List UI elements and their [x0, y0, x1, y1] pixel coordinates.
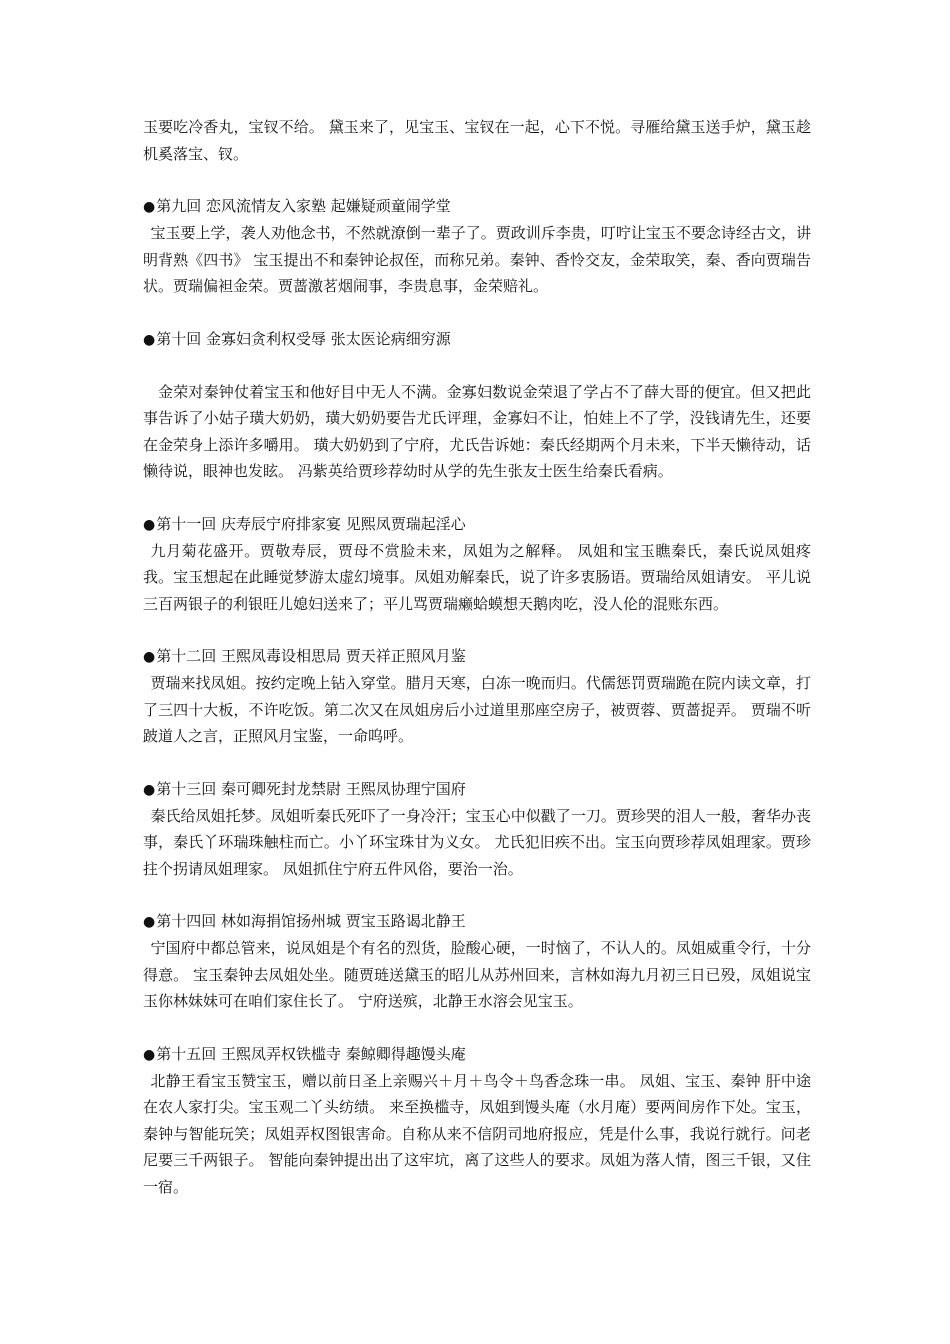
chapter-title: 第十四回 林如海捐馆扬州城 贾宝玉路谒北静王: [156, 912, 466, 930]
chapter-section: [143, 1041, 811, 1201]
chapter-title: 第十五回 王熙凤弄权铁槛寺 秦鲸卿得趣馒头庵: [156, 1044, 466, 1063]
chapter-section: [143, 908, 811, 1015]
chapter-title: 第十三回 秦可卿死封龙禁尉 王熙凤协理宁国府: [156, 779, 466, 798]
chapter-section: [143, 326, 811, 485]
chapter-heading: [143, 326, 811, 353]
chapter-section: [143, 511, 811, 618]
document-page: [143, 114, 811, 1200]
chapter-heading: [143, 643, 811, 670]
chapter-body: 贾瑞来找凤姐。按约定晚上钻入穿堂。腊月天寒，白冻一晚而归。代儒惩罚贾瑞跪在院内读文章，打了三四十大板，不许吃饭。第二次又在凤姐房后小过道里那座空房子，被贾蓉、贾蔷捉弄。 贾瑞不听跛道人之言，正照风月宝鉴，一命呜呼。: [143, 674, 811, 745]
chapter-heading: [143, 511, 811, 538]
chapter-section: [143, 193, 811, 300]
chapter-body: 宝玉要上学，袭人劝他念书，不然就潦倒一辈子了。贾政训斥李贵，叮咛让宝玉不要念诗经古文，讲明背熟《四书》 宝玉提出不和秦钟论叔侄，而称兄弟。秦钟、香怜交友，金荣取笑，秦、香向贾瑞告状。贾瑞偏袒金荣。贾蔷激茗烟闹事，李贵息事，金荣赔礼。: [143, 224, 811, 295]
chapter-body: 北静王看宝玉赞宝玉，赠以前日圣上亲赐兴＋月＋鸟令＋鸟香念珠一串。 凤姐、宝玉、秦钟 肝中途在农人家打尖。宝玉观二丫头纺绩。 来至换槛寺，凤姐到馒头庵（水月庵）要两间房作下处。宝玉，秦钟与智能玩笑；凤姐弄权图银害命。自称从来不信阴司地府报应，凭是什么事，我说行就行。问老尼要三千两银子。 智能向秦钟提出出了这牢坑，离了这些人的要求。凤姐为落人情，图三千银，又住一宿。: [143, 1071, 811, 1196]
bullet-icon: ●: [143, 914, 156, 930]
bullet-icon: ●: [143, 781, 156, 798]
chapter-section: [143, 776, 811, 883]
chapter-heading: [143, 1041, 811, 1068]
chapter-body: 九月菊花盛开。贾敬寿辰，贾母不赏脸未来，凤姐为之解释。 凤姐和宝玉瞧秦氏，秦氏说凤姐疼我。宝玉想起在此睡觉梦游太虚幻境事。凤姐劝解秦氏，说了许多衷肠语。贾瑞给凤姐请安。 平儿说三百两银子的利银旺儿媳妇送来了；平儿骂贾瑞癞蛤蟆想天鹅肉吃，没人伦的混账东西。: [143, 541, 811, 613]
bullet-icon: ●: [143, 516, 156, 533]
chapter-section: [143, 643, 811, 750]
chapter-title: 第十二回 王熙凤毒设相思局 贾天祥正照风月鉴: [156, 647, 466, 665]
bullet-icon: ●: [143, 1046, 156, 1063]
chapter-title: 第九回 恋风流情友入家塾 起嫌疑顽童闹学堂: [156, 197, 451, 215]
chapter-body: 宁国府中都总管来，说凤姐是个有名的烈货，脸酸心硬，一时恼了，不认人的。凤姐威重令行，十分得意。 宝玉秦钟去凤姐处坐。随贾琏送黛玉的昭儿从苏州回来，言林如海九月初三日已殁，凤姐说宝玉你林妹妹可在咱们家住长了。 宁府送殡，北静王水溶会见宝玉。: [143, 939, 811, 1010]
intro-paragraph: 玉要吃冷香丸，宝钗不给。 黛玉来了，见宝玉、宝钗在一起，心下不悦。寻雁给黛玉送手炉，黛玉趁机奚落宝、钗。: [143, 118, 811, 163]
bullet-icon: ●: [143, 649, 156, 665]
chapter-body: 金荣对秦钟仗着宝玉和他好目中无人不满。金寡妇数说金荣退了学占不了薛大哥的便宜。但又把此事告诉了小姑子璜大奶奶，璜大奶奶要告尤氏评理，金寡妇不让，怕娃上不了学，没钱请先生，还要在金荣身上添许多嚼用。 璜大奶奶到了宁府，尤氏告诉她：秦氏经期两个月未来，下半天懒待动，话懒待说，眼神也发眩。 冯紫英给贾珍荐幼时从学的先生张友士医生给秦氏看病。: [143, 382, 811, 480]
chapter-title: 第十一回 庆寿辰宁府排家宴 见熙凤贾瑞起淫心: [156, 514, 466, 533]
chapter-heading: [143, 776, 811, 803]
bullet-icon: ●: [143, 199, 156, 215]
bullet-icon: ●: [143, 331, 156, 348]
chapter-heading: [143, 193, 811, 220]
chapter-body: 秦氏给凤姐托梦。凤姐听秦氏死吓了一身冷汗；宝玉心中似戳了一刀。贾珍哭的泪人一般，奢华办丧事，秦氏丫环瑞珠触柱而亡。小丫环宝珠甘为义女。 尤氏犯旧疾不出。宝玉向贾珍荐凤姐理家。贾珍拄个拐请凤姐理家。 凤姐抓住宁府五件风俗，要治一治。: [143, 806, 811, 878]
chapter-heading: [143, 908, 811, 935]
chapter-title: 第十回 金寡妇贪利权受辱 张太医论病细穷源: [156, 329, 451, 348]
